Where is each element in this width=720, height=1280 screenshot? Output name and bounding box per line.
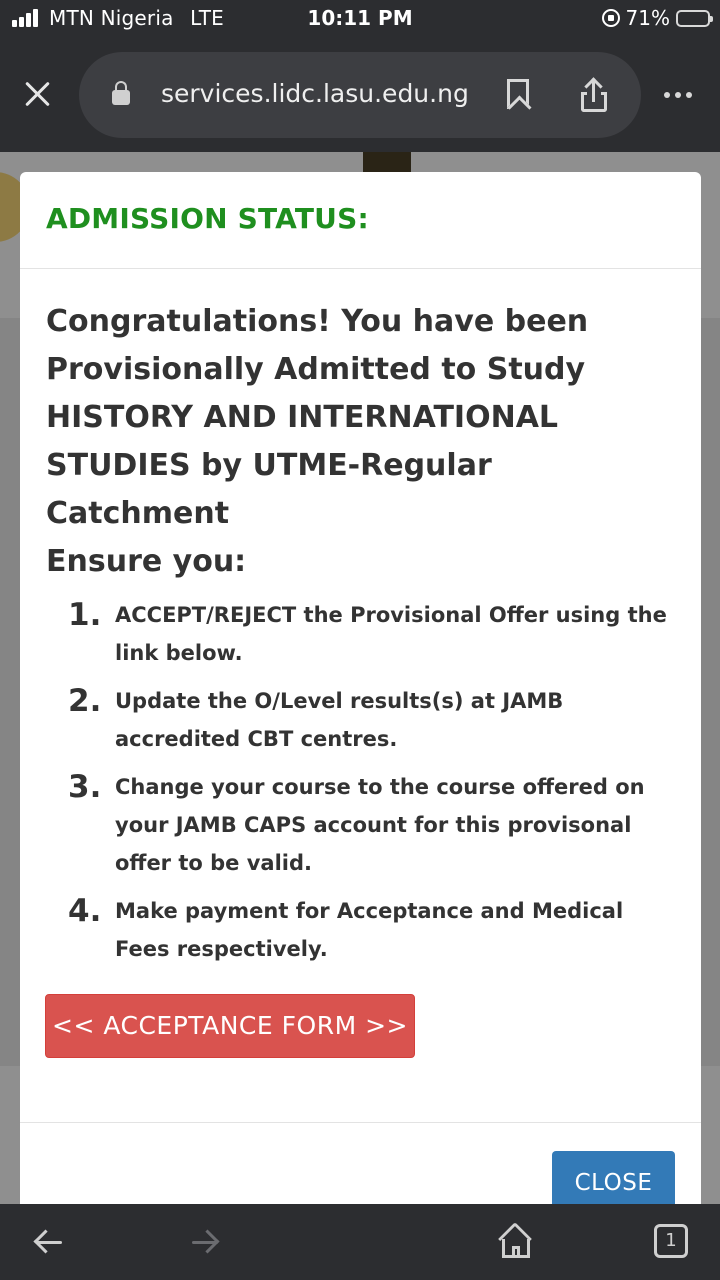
step-number: 1.: [68, 597, 102, 633]
battery-icon: [676, 10, 710, 27]
carrier-name: MTN Nigeria: [49, 6, 174, 30]
network-type: LTE: [190, 6, 224, 30]
site-logo: [363, 152, 411, 174]
bookmark-icon[interactable]: [507, 79, 529, 109]
step-number: 3.: [68, 769, 102, 805]
admission-status-modal: [20, 172, 701, 1204]
url-text[interactable]: services.lidc.lasu.edu.ng: [161, 79, 469, 108]
more-options-icon[interactable]: [664, 92, 692, 98]
modal-footer-divider: [20, 1122, 701, 1123]
lock-icon: [112, 90, 130, 105]
step-number: 4.: [68, 893, 102, 929]
home-icon[interactable]: [499, 1224, 533, 1258]
close-icon[interactable]: [24, 80, 52, 108]
address-bar[interactable]: [79, 52, 641, 138]
status-indicators: [602, 6, 710, 30]
share-icon[interactable]: [581, 78, 607, 112]
back-arrow-icon[interactable]: [34, 1230, 64, 1254]
browser-toolbar: [0, 38, 720, 152]
rotation-lock-icon: [602, 9, 620, 27]
step-text: ACCEPT/REJECT the Provisional Offer using the link below.: [115, 603, 667, 665]
acceptance-form-button[interactable]: << ACCEPTANCE FORM >>: [45, 994, 415, 1058]
instruction-step: [68, 680, 678, 758]
step-text: Make payment for Acceptance and Medical Fees respectively.: [115, 899, 624, 961]
status-time: 10:11 PM: [307, 6, 413, 30]
tabs-count-icon[interactable]: 1: [654, 1224, 688, 1258]
status-bar: [0, 0, 720, 38]
modal-title: ADMISSION STATUS:: [46, 202, 369, 235]
step-text: Change your course to the course offered on your JAMB CAPS account for this provisonal offer to be valid.: [115, 775, 645, 875]
instructions-list: [68, 594, 678, 976]
battery-percent: 71%: [625, 6, 670, 30]
step-number: 2.: [68, 683, 102, 719]
forward-arrow-icon[interactable]: [190, 1230, 220, 1254]
ensure-heading: Ensure you:: [46, 544, 247, 579]
close-button[interactable]: CLOSE: [552, 1151, 675, 1204]
instruction-step: [68, 766, 678, 882]
browser-bottom-bar: [0, 1204, 720, 1280]
instruction-step: [68, 890, 678, 968]
step-text: Update the O/Level results(s) at JAMB accredited CBT centres.: [115, 689, 564, 751]
modal-header-divider: [20, 268, 701, 269]
admission-message: Congratulations! You have been Provisionally Admitted to Study HISTORY AND INTERNATIONAL STUDIES by UTME-Regular Catchment: [46, 304, 589, 531]
instruction-step: [68, 594, 678, 672]
